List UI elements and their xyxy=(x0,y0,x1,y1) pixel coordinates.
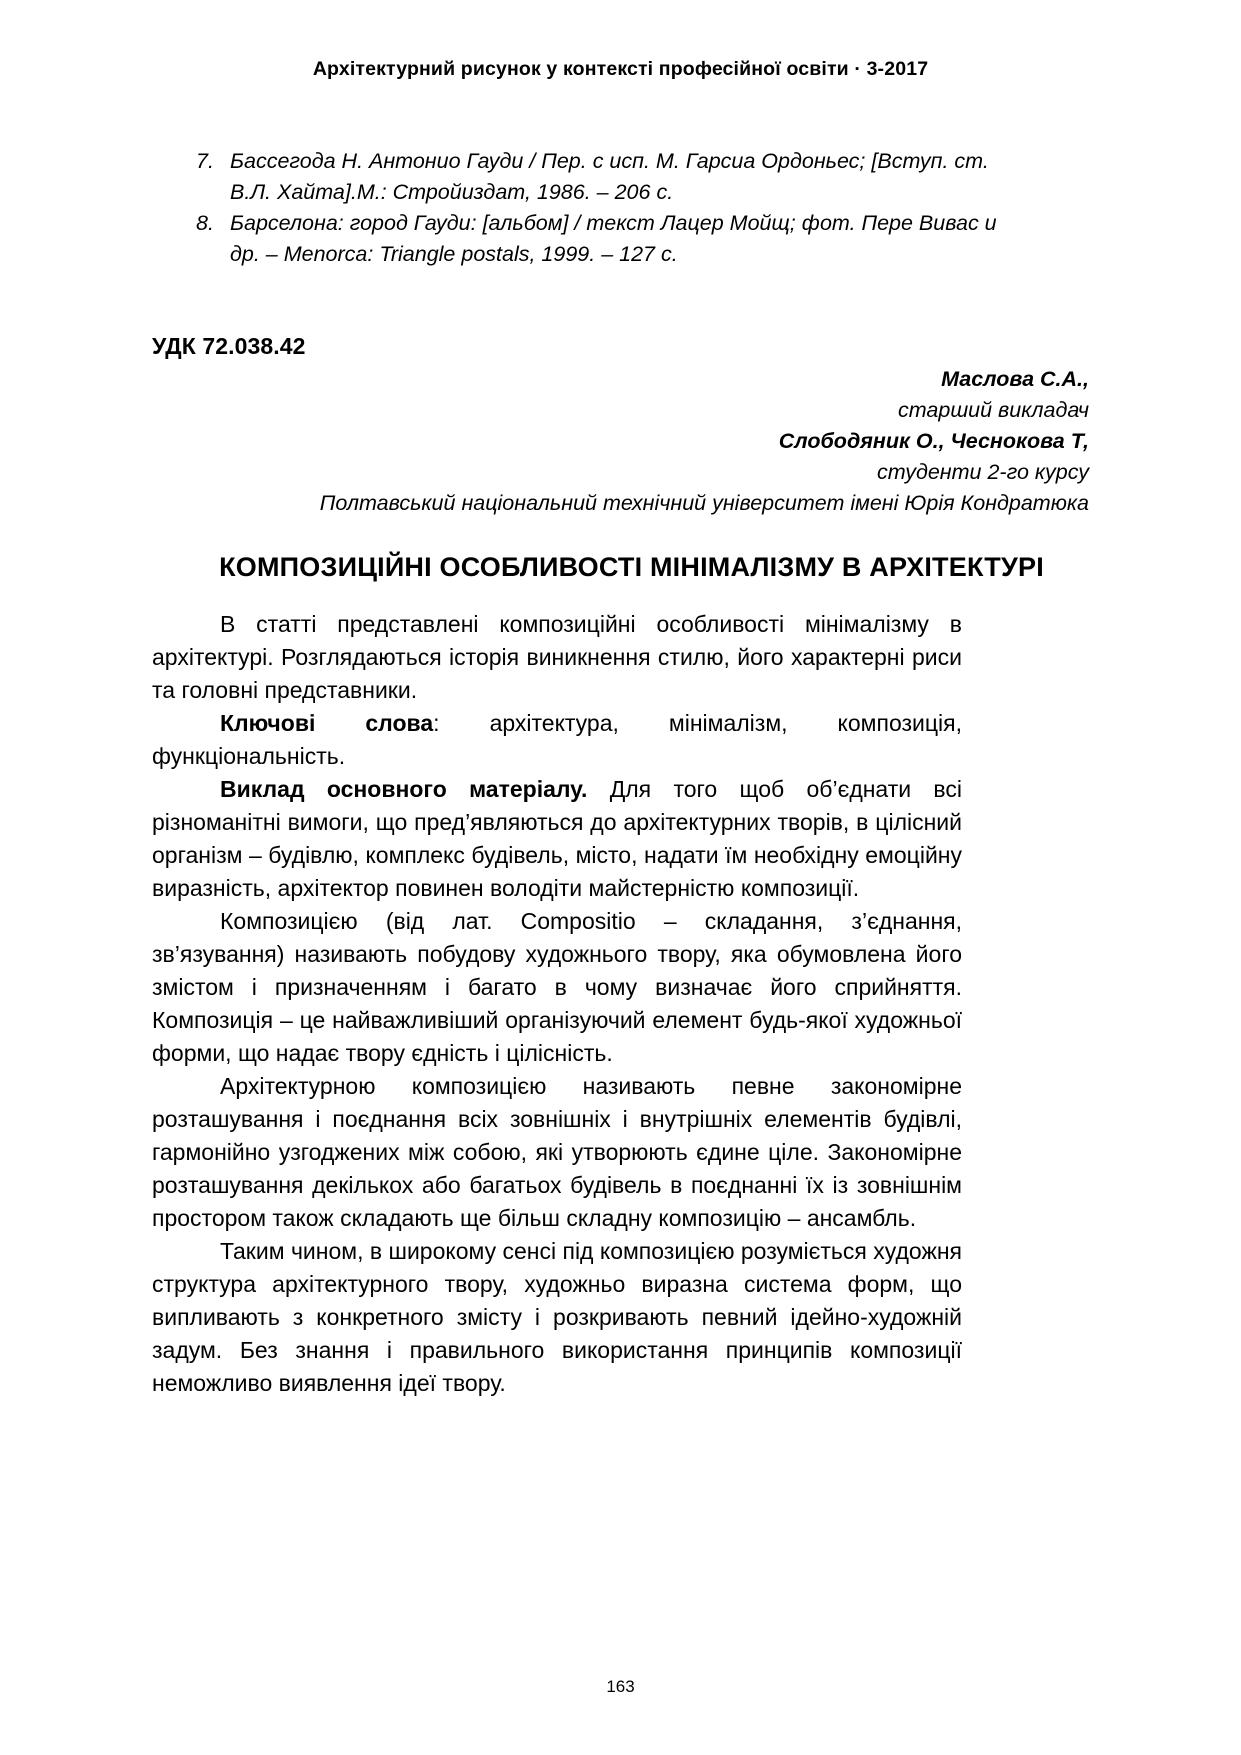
list-item xyxy=(196,208,1016,269)
keywords-label: Ключові слова xyxy=(220,710,434,736)
reference-text: Барселона: город Гауди: [альбом] / текст Лацер Мойщ; фот. Пере Вивас и др. – Menorca: Triangle postals, 1999. – 127 с. xyxy=(230,211,997,266)
body-paragraph xyxy=(152,1070,962,1235)
reference-number: 8. xyxy=(196,211,214,236)
running-head: Архітектурний рисунок у контексті професійної освіти · 3-2017 xyxy=(312,58,929,80)
paragraph-text: Для того щоб об’єднати всі різноманітні вимоги, що пред’являються до архітектурних творів, в цілісний організм – будівлю, комплекс будівель, місто, надати їм необхідну емоційну виразність, архітектор повинен володіти майстерністю композиції. xyxy=(152,776,963,901)
page-title: КОМПОЗИЦІЙНІ ОСОБЛИВОСТІ МІНІМАЛІЗМУ В АРХІТЕКТУРІ xyxy=(219,552,1044,583)
page-number: 163 xyxy=(606,1677,635,1696)
paragraph-text: Таким чином, в широкому сенсі під композицією розуміється художня структура архітектурного твору, художньо виразна система форм, що випливають з конкретного змісту і розкривають певний ідейно-художній задум. Без знання і правильного використання принципів композиції неможливо виявлення ідеї твору. xyxy=(152,1238,962,1396)
author-block xyxy=(320,364,1089,519)
author-name-primary: Маслова С.А., xyxy=(941,367,1089,391)
body-paragraph xyxy=(152,905,962,1070)
abstract-paragraph xyxy=(152,608,962,707)
udk-code: УДК 72.038.42 xyxy=(152,333,306,359)
author-names-secondary: Слободяник О., Чеснокова Т, xyxy=(778,428,1089,453)
abstract-text: В статті представлені композиційні особливості мінімалізму в архітектурі. Розглядаються історія виникнення стилю, його характерні риси та головні представники. xyxy=(152,611,962,703)
author-role-secondary: студенти 2-го курсу xyxy=(877,459,1089,484)
body-paragraph xyxy=(152,773,962,905)
list-item xyxy=(196,146,1016,207)
keywords-paragraph xyxy=(152,707,962,773)
article-body xyxy=(152,608,962,1400)
author-affiliation: Полтавський національний технічний університет імені Юрія Кондратюка xyxy=(319,490,1089,515)
paragraph-lead: Виклад основного матеріалу. xyxy=(220,776,588,802)
author-role-primary: старший викладач xyxy=(897,397,1089,422)
paragraph-text: Архітектурною композицією називають певне закономірне розташування і поєднання всіх зовнішніх і внутрішніх елементів будівлі, гармонійно узгоджених між собою, які утворюють єдине ціле. Закономірне розташування декількох або багатьох будівель в поєднанні їх із зовнішнім простором також складають ще більш складну композицію – ансамбль. xyxy=(152,1073,962,1231)
keywords-text: : архітектура, мінімалізм, композиція, функціональність. xyxy=(152,710,962,769)
reference-text: Бассегода Н. Антонио Гауди / Пер. с исп. М. Гарсиа Ордоньес; [Вступ. ст. В.Л. Хайта].М.: Стройиздат, 1986. – 206 с. xyxy=(230,149,989,204)
paragraph-text: Композицією (від лат. Compositio – складання, з’єднання, зв’язування) називають побудову художнього твору, яка обумовлена його змістом і призначенням і багато в чому визначає його сприйняття. Композиція – це найважливіший організуючий елемент будь-якої художньої форми, що надає твору єдність і цілісність. xyxy=(152,908,962,1066)
references-list xyxy=(196,146,1016,270)
reference-number: 7. xyxy=(196,149,214,173)
body-paragraph xyxy=(152,1235,962,1400)
